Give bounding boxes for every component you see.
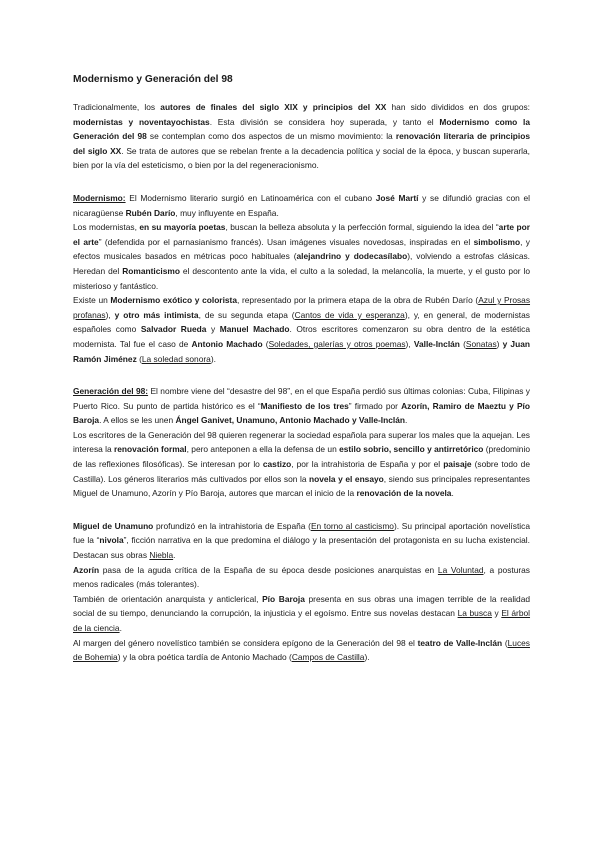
generacion-paragraph-2: Los escritores de la Generación del 98 quieren regenerar la sociedad española para superar los males que la aquejan. Les interesa la renovación formal, pero anteponen a ella la defensa de un estilo sobrio, sencillo y antirretórico (predominio de las reflexiones filosóficas). Se interesan por lo castizo, por la intrahistoria de España y por el paisaje (sobre todo de Castilla). Los géneros literarios más cultivados por ellos son la novela y el ensayo, siendo sus principales representantes Miguel de Unamuno, Azorín y Pío Baroja, autores que marcan el inicio de la renovación de la novela.	[73, 429, 530, 499]
autores-section	[73, 519, 530, 665]
page-title: Modernismo y Generación del 98	[73, 74, 233, 85]
modernismo-paragraph-2: Los modernistas, en su mayoría poetas, buscan la belleza absoluta y la perfección formal, siguiendo la idea del “arte por el arte” (defendida por el parnasianismo francés). Usan imágenes visuales novedosas, inspiradas en el simbolismo, y efectos musicales basados en métricas poco habituales (alejandrino y dodecasílabo), volviendo a estrofas clásicas. Heredan del Romanticismo el descontento ante la vida, el culto a la soledad, la melancolía, la muerte, y el gusto por lo misterioso y fantástico.	[73, 222, 530, 291]
generacion-section	[73, 384, 530, 501]
generacion-heading: Generación del 98:	[73, 386, 149, 397]
modernismo-section	[73, 191, 530, 366]
modernismo-paragraph-3: Existe un Modernismo exótico y colorista, representado por la primera etapa de la obra de Rubén Darío (Azul y Prosas profanas), y otro más intimista, de su segunda etapa (Cantos de vida y esperanza), y, en general, de modernistas españoles como Salvador Rueda y Manuel Machado. Otros escritores comenzaron su obra dentro de la estética modernista. Tal fue el caso de Antonio Machado (Soledades, galerías y otros poemas), Valle-Inclán (Sonatas) y Juan Ramón Jiménez (La soledad sonora).	[73, 295, 531, 364]
modernismo-paragraph-1: Modernismo: El Modernismo literario surgió en Latinoamérica con el cubano José Martí y se difundió gracias con el nicaragüense Rubén Darío, muy influyente en España.	[73, 192, 531, 218]
baroja-paragraph: También de orientación anarquista y anticlerical, Pío Baroja presenta en sus obras una imagen terrible de la realidad social de su tiempo, denunciando la corrupción, la injusticia y el egoísmo. Entre sus novelas destacan La busca y El árbol de la ciencia.	[73, 593, 531, 633]
modernismo-heading: Modernismo:	[73, 192, 126, 203]
intro-section	[73, 100, 530, 173]
valle-inclan-paragraph: Al margen del género novelístico también se considera epígono de la Generación del 98 el teatro de Valle-Inclán (Luces de Bohemia) y la obra poética tardía de Antonio Machado (Campos de Castilla).	[73, 637, 530, 663]
generacion-paragraph-1: Generación del 98: El nombre viene del “desastre del 98”, en el que España perdió sus últimas colonias: Cuba, Filipinas y Puerto Rico. Su punto de partida histórico es el “Manifiesto de los tres” firmado por Azorín, Ramiro de Maeztu y Pío Baroja. A ellos se les unen Ángel Ganivet, Unamuno, Antonio Machado y Valle-Inclán.	[73, 386, 530, 426]
unamuno-paragraph: Miguel de Unamuno profundizó en la intrahistoria de España (En torno al casticismo). Su principal aportación novelística fue la “nivola”, ficción narrativa en la que predomina el diálogo y la presentación del protagonista en su lucha existencial. Destacan sus obras Niebla.	[73, 520, 530, 561]
intro-paragraph: Tradicionalmente, los autores de finales del siglo XIX y principios del XX han sido divididos en dos grupos: modernistas y noventayochistas. Esta división se considera hoy superada, y tanto el Modernismo como la Generación del 98 se contemplan como dos aspectos de un mismo movimiento: la renovación literaria de principios del siglo XX. Se trata de autores que se rebelan frente a la decadencia política y social de la época, y buscan superarla, bien por la vía del esteticismo, o bien por la del regeneracionismo.	[73, 102, 531, 171]
azorin-paragraph: Azorín pasa de la aguda crítica de la España de su época desde posiciones anarquistas en La Voluntad, a posturas menos radicales (más tolerantes).	[73, 564, 530, 590]
